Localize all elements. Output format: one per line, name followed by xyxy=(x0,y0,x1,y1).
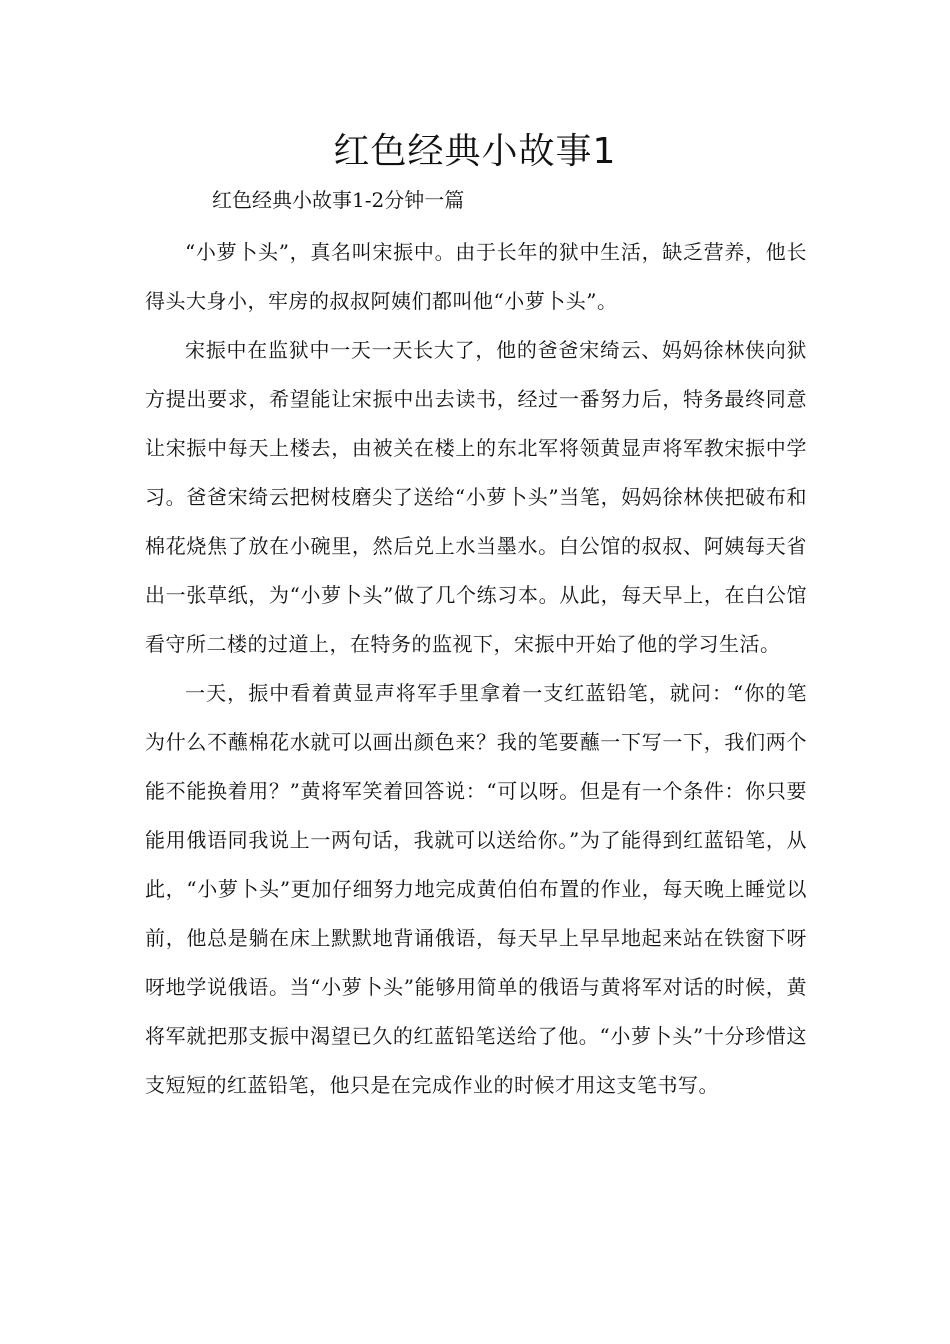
paragraph-prison-study: 宋振中在监狱中一天一天长大了，他的爸爸宋绮云、妈妈徐林侠向狱方提出要求，希望能让宋振中出去读书，经过一番努力后，特务最终同意让宋振中每天上楼去，由被关在楼上的东北军将领黄显声将军教宋振中学习。爸爸宋绮云把树枝磨尖了送给“小萝卜头”当笔，妈妈徐林侠把破布和棉花烧焦了放在小碗里，然后兑上水当墨水。白公馆的叔叔、阿姨每天省出一张草纸，为“小萝卜头”做了几个练习本。从此，每天早上，在白公馆看守所二楼的过道上，在特务的监视下，宋振中开始了他的学习生活。 xyxy=(145,338,807,656)
document-subtitle: 红色经典小故事1-2分钟一篇 xyxy=(212,188,465,212)
document-body xyxy=(145,228,807,1110)
paragraph-red-blue-pencil: 一天，振中看着黄显声将军手里拿着一支红蓝铅笔，就问：“你的笔为什么不蘸棉花水就可以画出颜色来？我的笔要蘸一下写一下，我们两个能不能换着用？”黄将军笑着回答说：“可以呀。但是有一个条件：你只要能用俄语同我说上一两句话，我就可以送给你。”为了能得到红蓝铅笔，从此，“小萝卜头”更加仔细努力地完成黄伯伯布置的作业，每天晚上睡觉以前，他总是躺在床上默默地背诵俄语，每天早上早早地起来站在铁窗下呀呀地学说俄语。当“小萝卜头”能够用简单的俄语与黄将军对话的时候，黄将军就把那支振中渴望已久的红蓝铅笔送给了他。“小萝卜头”十分珍惜这支短短的红蓝铅笔，他只是在完成作业的时候才用这支笔书写。 xyxy=(145,681,807,1097)
paragraph-intro: “小萝卜头”，真名叫宋振中。由于长年的狱中生活，缺乏营养，他长得头大身小，牢房的叔叔阿姨们都叫他“小萝卜头”。 xyxy=(145,240,807,313)
document-title: 红色经典小故事1 xyxy=(333,131,617,172)
